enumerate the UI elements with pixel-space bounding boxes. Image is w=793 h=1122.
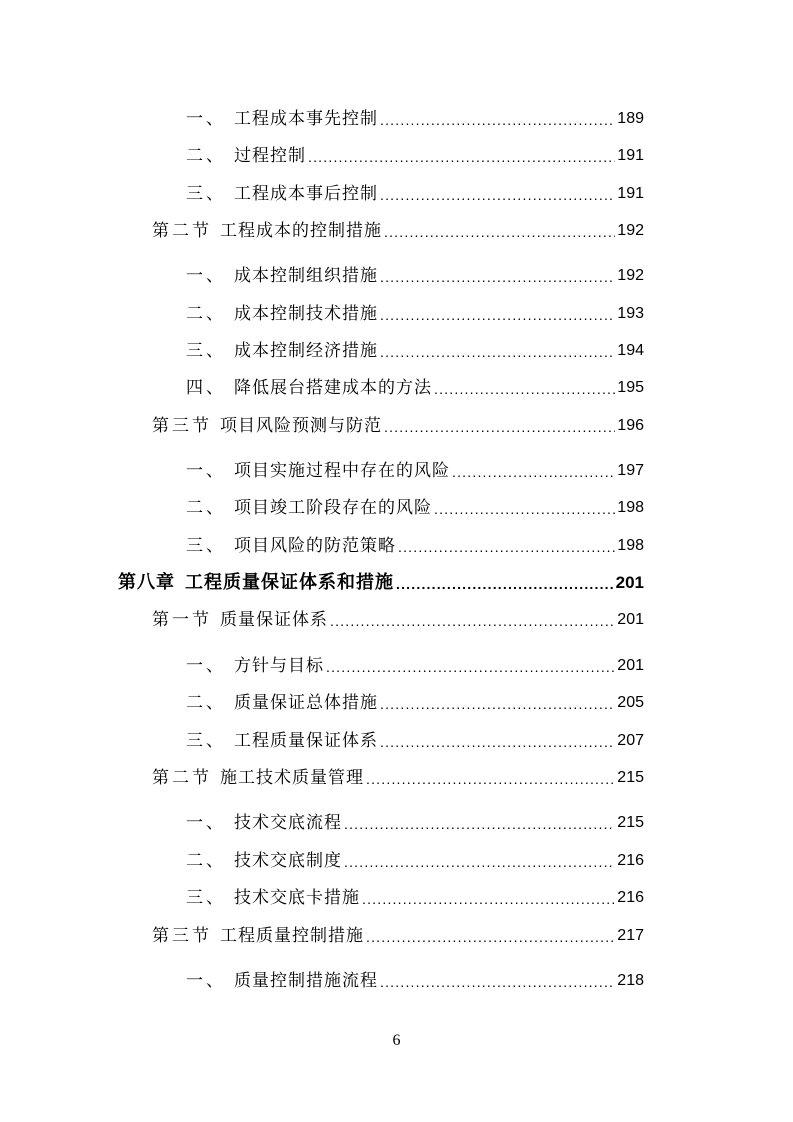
toc-entry-page: 201 — [615, 573, 644, 592]
dot-leader — [380, 268, 615, 287]
page-number: 6 — [392, 1032, 401, 1049]
toc-entry-title: 施工技术质量管理 — [220, 768, 364, 788]
toc-entry-title: 技术交底制度 — [234, 851, 342, 871]
toc-entry[interactable] — [186, 850, 644, 872]
toc-entry-title: 工程质量控制措施 — [220, 926, 364, 946]
toc-entry[interactable] — [186, 730, 644, 752]
dot-leader — [396, 575, 614, 594]
toc-entry[interactable] — [186, 265, 644, 287]
toc-section-entry[interactable] — [152, 220, 644, 242]
toc-entry-number: 第三节 — [152, 416, 212, 436]
toc-entry-title: 项目竣工阶段存在的风险 — [234, 498, 432, 518]
toc-entry-page: 218 — [617, 972, 644, 989]
dot-leader — [380, 306, 615, 325]
toc-entry-title: 工程质量保证体系 — [234, 731, 378, 751]
toc-entry[interactable] — [186, 812, 644, 834]
dot-leader — [344, 815, 615, 834]
toc-entry-title: 降低展台搭建成本的方法 — [234, 378, 432, 398]
toc-section-entry[interactable] — [152, 415, 644, 437]
toc-entry-page: 201 — [617, 657, 644, 674]
toc-entry[interactable] — [186, 535, 644, 557]
toc-entry[interactable] — [186, 303, 644, 325]
toc-section-entry[interactable] — [152, 925, 644, 947]
toc-entry-page: 215 — [617, 769, 644, 786]
toc-entry-title: 项目实施过程中存在的风险 — [234, 461, 450, 481]
toc-entry-number: 第八章 — [118, 572, 175, 593]
dot-leader — [366, 928, 615, 947]
toc-entry-number: 四、 — [186, 378, 226, 398]
dot-leader — [434, 380, 615, 399]
toc-entry[interactable] — [186, 497, 644, 519]
toc-entry-number: 一、 — [186, 971, 226, 991]
dot-leader — [384, 223, 615, 242]
dot-leader — [330, 612, 615, 631]
toc-entry-number: 二、 — [186, 498, 226, 518]
toc-entry-page: 195 — [617, 379, 644, 396]
toc-entry[interactable] — [186, 692, 644, 714]
toc-entry-number: 二、 — [186, 146, 226, 166]
dot-leader — [380, 186, 615, 205]
dot-leader — [380, 733, 615, 752]
toc-entry-page: 191 — [617, 147, 644, 164]
toc-entry-title: 项目风险预测与防范 — [220, 416, 382, 436]
toc-entry-page: 201 — [617, 611, 644, 628]
toc-entry-page: 189 — [617, 110, 644, 127]
toc-entry-page: 205 — [617, 694, 644, 711]
toc-entry-title: 过程控制 — [234, 146, 306, 166]
toc-entry-number: 三、 — [186, 536, 226, 556]
toc-entry-title: 项目风险的防范策略 — [234, 536, 396, 556]
toc-entry-number: 第二节 — [152, 221, 212, 241]
toc-entry-number: 一、 — [186, 461, 226, 481]
toc-entry-number: 一、 — [186, 266, 226, 286]
toc-entry-number: 三、 — [186, 184, 226, 204]
dot-leader — [398, 538, 615, 557]
toc-entry-title: 工程成本事先控制 — [234, 109, 378, 129]
toc-entry[interactable] — [186, 145, 644, 167]
dot-leader — [434, 500, 615, 519]
toc-entry[interactable] — [186, 887, 644, 909]
toc-entry[interactable] — [186, 340, 644, 362]
toc-section-entry[interactable] — [152, 767, 644, 789]
toc-entry-title: 成本控制组织措施 — [234, 266, 378, 286]
toc-entry-page: 216 — [617, 889, 644, 906]
toc-entry[interactable] — [186, 108, 644, 130]
toc-entry-page: 216 — [617, 852, 644, 869]
toc-entry-title: 质量保证总体措施 — [234, 693, 378, 713]
toc-entry-title: 技术交底卡措施 — [234, 888, 360, 908]
toc-entry-number: 一、 — [186, 813, 226, 833]
toc-entry-number: 三、 — [186, 888, 226, 908]
toc-entry[interactable] — [186, 460, 644, 482]
toc-entry-title: 成本控制经济措施 — [234, 341, 378, 361]
toc-entry[interactable] — [186, 183, 644, 205]
toc-entry-number: 三、 — [186, 341, 226, 361]
dot-leader — [380, 111, 615, 130]
dot-leader — [384, 418, 615, 437]
dot-leader — [344, 853, 615, 872]
toc-entry-title: 工程质量保证体系和措施 — [185, 572, 394, 593]
toc-entry-title: 工程成本的控制措施 — [220, 221, 382, 241]
toc-entry[interactable] — [186, 377, 644, 399]
toc-entry-number: 二、 — [186, 693, 226, 713]
toc-entry-page: 191 — [617, 185, 644, 202]
toc-entry-page: 192 — [617, 267, 644, 284]
dot-leader — [380, 343, 615, 362]
toc-entry-number: 第一节 — [152, 610, 212, 630]
toc-entry-page: 193 — [617, 305, 644, 322]
toc-entry-page: 207 — [617, 732, 644, 749]
toc-entry-page: 198 — [617, 537, 644, 554]
toc-entry[interactable] — [186, 970, 644, 992]
toc-chapter-entry[interactable] — [118, 572, 644, 594]
dot-leader — [380, 695, 615, 714]
toc-entry-number: 三、 — [186, 731, 226, 751]
toc-section-entry[interactable] — [152, 609, 644, 631]
toc-entry-page: 217 — [617, 927, 644, 944]
toc-entry-number: 一、 — [186, 109, 226, 129]
toc-entry-page: 196 — [617, 417, 644, 434]
toc-entry-title: 质量控制措施流程 — [234, 971, 378, 991]
dot-leader — [366, 770, 615, 789]
toc-entry-number: 一、 — [186, 656, 226, 676]
dot-leader — [380, 973, 615, 992]
toc-entry-page: 197 — [617, 462, 644, 479]
toc-entry-title: 工程成本事后控制 — [234, 184, 378, 204]
toc-entry-page: 194 — [617, 342, 644, 359]
toc-entry-number: 第二节 — [152, 768, 212, 788]
toc-entry-title: 方针与目标 — [234, 656, 324, 676]
toc-entry-title: 成本控制技术措施 — [234, 304, 378, 324]
dot-leader — [362, 890, 615, 909]
toc-entry-page: 215 — [617, 814, 644, 831]
toc-entry[interactable] — [186, 655, 644, 677]
dot-leader — [326, 658, 615, 677]
toc-entry-number: 二、 — [186, 304, 226, 324]
toc-entry-page: 198 — [617, 499, 644, 516]
toc-entry-page: 192 — [617, 222, 644, 239]
toc-entry-number: 第三节 — [152, 926, 212, 946]
toc-entry-number: 二、 — [186, 851, 226, 871]
toc-entry-title: 技术交底流程 — [234, 813, 342, 833]
dot-leader — [452, 463, 615, 482]
dot-leader — [308, 148, 615, 167]
toc-entry-title: 质量保证体系 — [220, 610, 328, 630]
